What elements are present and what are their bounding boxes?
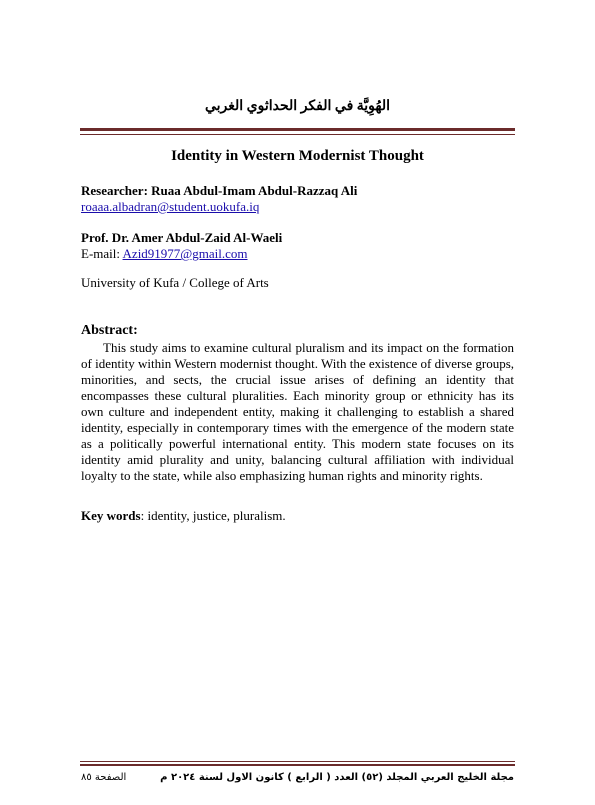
supervisor-block — [81, 230, 282, 262]
footer-journal-info: مجلة الخليج العربي المجلد (٥٢) العدد ( الرابع ) كانون الاول لسنة ٢٠٢٤ م — [160, 772, 514, 783]
email-prefix: E-mail: — [81, 246, 123, 261]
supervisor-name: Prof. Dr. Amer Abdul-Zaid Al-Waeli — [81, 230, 283, 245]
affiliation: University of Kufa / College of Arts — [81, 275, 269, 290]
footer-rule-thick — [80, 764, 515, 766]
footer-page-number: الصفحة ٨٥ — [81, 772, 127, 783]
footer-rule-thin — [80, 761, 515, 762]
supervisor-email-line — [81, 246, 282, 262]
keywords-label: Key words — [81, 508, 141, 523]
researcher-block — [81, 183, 357, 215]
supervisor-email-link[interactable]: Azid91977@gmail.com — [122, 246, 248, 261]
header-rule-thick — [80, 128, 515, 131]
paper-title: Identity in Western Modernist Thought — [171, 148, 424, 164]
researcher-email-link[interactable]: roaaa.albadran@student.uokufa.iq — [81, 199, 260, 214]
researcher-name: Researcher: Ruaa Abdul-Imam Abdul-Razzaq Ali — [81, 183, 358, 198]
keywords-line — [81, 508, 286, 524]
abstract-heading: Abstract: — [81, 323, 138, 338]
keywords-text: : identity, justice, pluralism. — [140, 508, 286, 523]
abstract-body: This study aims to examine cultural pluralism and its impact on the formation of identity within Western modernist thought. With the existence of diverse groups, minorities, and sects, the crucial issue arises of defining an identity that encompasses these cultural pluralities. Each minority group or ethnicity has its own culture and independent entity, making it challenging to establish a shared identity, especially in contemporary times with the emergence of the modern state as a politically powerful international entity. This modern state focuses on its identity amid plurality and unity, balancing cultural affiliation with individual loyalty to the state, while also emphasizing human rights and minority rights. — [81, 340, 515, 483]
header-rule-thin — [80, 134, 515, 135]
running-header: الهُوِيَّة في الفكر الحداثوي الغربي — [204, 99, 390, 114]
